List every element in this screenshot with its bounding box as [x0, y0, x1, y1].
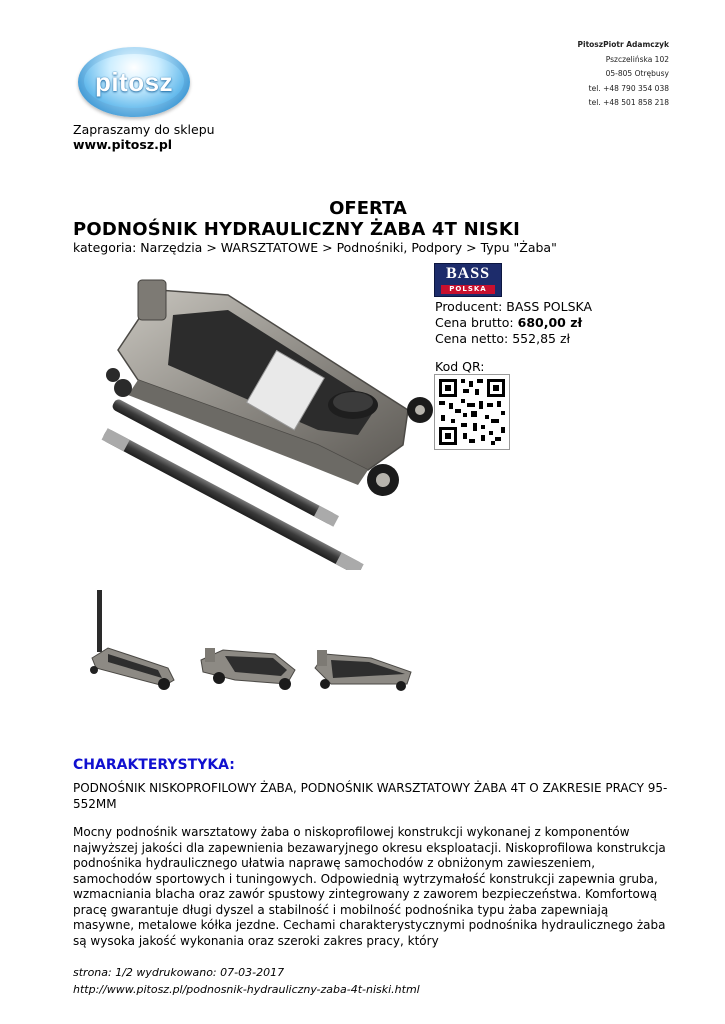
producer-value: BASS POLSKA	[506, 299, 593, 314]
print-info: strona: 1/2 wydrukowano: 07-03-2017	[73, 966, 285, 979]
offer-heading: OFERTA	[329, 198, 407, 219]
shop-url-link[interactable]: www.pitosz.pl	[73, 137, 173, 152]
net-price-label: Cena netto:	[435, 331, 509, 346]
thumbnail-3[interactable]	[311, 588, 416, 698]
company-city: 05-805 Otrębusy	[605, 69, 669, 78]
pitosz-logo	[78, 47, 190, 119]
page-footer	[73, 964, 420, 998]
company-phone-2: tel. +48 501 858 218	[588, 98, 669, 107]
company-contact	[578, 38, 670, 111]
brand-logo	[434, 263, 502, 297]
brand-logo-subtext: POLSKA	[441, 285, 495, 294]
thumbnail-2[interactable]	[195, 588, 300, 698]
producer-row	[435, 299, 592, 315]
gross-price-value: 680,00 zł	[517, 315, 583, 330]
qr-code	[434, 374, 510, 450]
product-description: Mocny podnośnik warsztatowy żaba o niskoprofilowej konstrukcji wykonanej z komponentów najwyższej jakości dla zapewnienia bezawaryjnego okresu eksploatacji. Niskoprofilowa konstrukcja podnośnika hydraulicznego ułatwia naprawę samochodów z obniżonym zawieszeniem, samochodów sportowych i tuningowych. Odpowiednią wytrzymałość konstrukcji zapewnia gruba, wzmacniania blacha oraz zawór spustowy zintegrowany z zaworem bezpieczeństwa. Komfortową pracę gwarantuje długi dyszel a stabilność i mobilność podnośnika typu żaba zapewniają masywne, metalowe kółka jezdne. Cechami charakterystycznymi podnośnika hydraulicznego żaba są wysoka jakość wykonania oraz szeroki zakres pracy, który	[73, 825, 666, 948]
characteristics-heading: CHARAKTERYSTYKA:	[73, 757, 235, 773]
product-name: PODNOŚNIK HYDRAULICZNY ŻABA 4T NISKI	[73, 219, 520, 240]
net-price-value: 552,85 zł	[512, 331, 571, 346]
logo-text: pitosz	[94, 67, 174, 97]
footer-url-link[interactable]: http://www.pitosz.pl/podnosnik-hydrauliczny-zaba-4t-niski.html	[73, 983, 420, 996]
welcome-text: Zapraszamy do sklepu	[73, 122, 215, 137]
company-phone-1: tel. +48 790 354 038	[588, 83, 669, 93]
company-street: Pszczelińska 102	[605, 54, 669, 64]
net-price-row	[435, 331, 592, 347]
category-breadcrumb: kategoria: Narzędzia > WARSZTATOWE > Podnośniki, Podpory > Typu "Żaba"	[73, 240, 557, 255]
main-product-image	[78, 270, 438, 570]
producer-label: Producent:	[435, 299, 503, 314]
gross-price-row	[435, 315, 592, 331]
company-name: PitoszPiotr Adamczyk	[577, 40, 669, 49]
characteristics-subtitle: PODNOŚNIK NISKOPROFILOWY ŻABA, PODNOŚNIK WARSZTATOWY ŻABA 4T O ZAKRESIE PRACY 95-552MM	[73, 781, 668, 811]
qr-label: Kod QR:	[435, 359, 485, 374]
welcome-block	[73, 122, 215, 152]
brand-logo-text: BASS	[445, 265, 491, 282]
product-info	[435, 299, 592, 347]
gross-price-label: Cena brutto:	[435, 315, 514, 330]
offer-title	[73, 198, 673, 241]
thumbnail-1[interactable]	[78, 588, 186, 698]
